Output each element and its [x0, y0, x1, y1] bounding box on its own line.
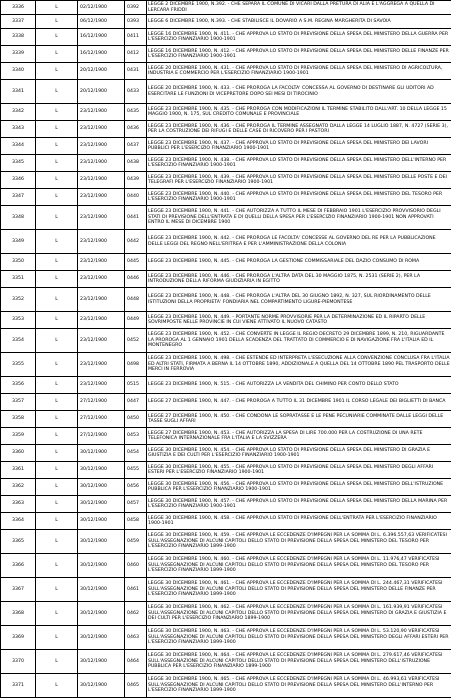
act-description: LEGGE 6 DICEMBRE 1900, N.393. - CHE STABILISCE IL DOVARIO A S.M. REGINA MARGHERITA DI SAVOIA [147, 15, 451, 29]
record-number: 3360 [1, 445, 36, 462]
act-date: 23/12/1900 [78, 155, 125, 172]
act-type: L [36, 46, 78, 63]
act-description: LEGGE 23 DICEMBRE 1900, N. 438. - CHE APPROVA LO STATO DI PREVISIONE DELLA SPESA DEL MINISTERO DELL'INTERNO PER L'ESERCIZIO FINANZIARIO 1900-1901 [147, 155, 451, 172]
act-date: 27/12/1900 [78, 411, 125, 428]
record-number: 3337 [1, 15, 36, 29]
act-date: 23/12/1900 [78, 172, 125, 189]
act-code: 0462 [125, 602, 147, 626]
act-date: 23/12/1900 [78, 329, 125, 353]
act-description: LEGGE 23 DICEMBRE 1900, N. 515. - CHE AUTORIZZA LA VENDITA DEL CHIMINO PER CONTO DELLO STATO [147, 377, 451, 394]
act-code: 0458 [125, 513, 147, 530]
act-date: 30/12/1900 [78, 462, 125, 479]
act-type: L [36, 63, 78, 80]
act-code: 0456 [125, 479, 147, 496]
record-number: 3351 [1, 271, 36, 288]
act-description: LEGGE 30 DICEMBRE 1900, N. 462. - CHE APPROVA LE ECCEDENZE D'IMPEGNI PER LA SOMMA DI L. 161.939,91 VERIFICATESI SULL'ASSEGNAZIONE DI ALCUNI CAPITOLI DELLO STATO DI PREVISIONE DELLA SPESA DEL MINISTERO DI GRAZIA E GIUSTIZIA E DEI CULTI PER L'ESERCIZIO FINANZIARIO 1899-1900 [147, 602, 451, 626]
act-description: LEGGE 30 DICEMBRE 1900, N. 456. - CHE APPROVA LO STATO DI PREVISIONE DELLA SPESA DEL MINISTERO DELL'ISTRUZIONE PUBBLICA PER L'ESERCIZIO FINANZIARIO 1900-1901 [147, 479, 451, 496]
act-date: 23/12/1900 [78, 206, 125, 230]
act-description: LEGGE 16 DICEMBRE 1900, N. 411. - CHE APPROVA LO STATO DI PREVISIONE DELLA SPESA DEL MINISTERO DELLA GUERRA PER L'ESERCIZIO FINANZIARIO 1900-1901 [147, 29, 451, 46]
act-type: L [36, 329, 78, 353]
act-description: LEGGE 27 DICEMBRE 1900, N. 450. - CHE CONDONA LE SOPRATASSE E LE PENE PECUNIARIE COMMINATE DALLE LEGGI DELLE TASSE SUGLI AFFARI [147, 411, 451, 428]
record-number: 3363 [1, 496, 36, 513]
act-code: 0457 [125, 496, 147, 513]
table-row [1, 428, 451, 445]
act-type: L [36, 271, 78, 288]
table-row [1, 312, 451, 329]
act-date: 30/12/1900 [78, 674, 125, 698]
act-date: 16/12/1900 [78, 46, 125, 63]
act-description: LEGGE 30 DICEMBRE 1900, N. 461. - CHE APPROVA LE ECCEDENZE D'IMPEGNI PER LA SOMMA DI L. 244.467,31 VERIFICATESI SULL'ASSEGNAZIONE DI ALCUNI CAPITOLI DELLO STATO DI PREVISIONE DELLA SPESA DEL MINISTERO DELLE FINANZE PER L'ESERCIZIO FINANZIARIO 1899-1900 [147, 578, 451, 602]
record-number: 3347 [1, 189, 36, 206]
act-description: LEGGE 30 DICEMBRE 1900, N. 455. - CHE APPROVA LO STATO DI PREVISIONE DELLA SPESA DEL MINISTERO DEGLI AFFARI ESTERI PER L'ESERCIZIO FINANZIARIO 1900-1901 [147, 462, 451, 479]
table-row [1, 15, 451, 29]
act-code: 0446 [125, 271, 147, 288]
table-row [1, 155, 451, 172]
table-row [1, 104, 451, 121]
table-row [1, 394, 451, 411]
act-type: L [36, 353, 78, 377]
table-row [1, 271, 451, 288]
table-row [1, 578, 451, 602]
act-date: 30/12/1900 [78, 445, 125, 462]
act-date: 06/12/1900 [78, 15, 125, 29]
act-type: L [36, 554, 78, 578]
table-row [1, 650, 451, 674]
act-type: L [36, 602, 78, 626]
act-date: 23/12/1900 [78, 271, 125, 288]
act-date: 16/12/1900 [78, 29, 125, 46]
record-number: 3359 [1, 428, 36, 445]
act-description: LEGGE 30 DICEMBRE 1900, N. 460. - CHE APPROVA LE ECCEDENZE D'IMPEGNI PER LA SOMMA DI L. 11.976,47 VERIFICATESI SULL'ASSEGNAZIONE DI ALCUNI CAPITOLI DELLO STATO DI PREVISIONE DELLA SPESA DEL MINISTERO DEL TESORO PER L'ESERCIZIO FINANZIARIO 1899-1900 [147, 554, 451, 578]
table-row [1, 230, 451, 254]
act-description: LEGGE 23 DICEMBRE 1900, N. 437. - CHE APPROVA LO STATO DI PREVISIONE DELLA SPESA DEL MINISTERO DEI LAVORI PUBBLICI PER L'ESERCIZIO FINANZIARIO 1900-1901 [147, 138, 451, 155]
act-description: LEGGE 30 DICEMBRE 1900, N. 457. - CHE APPROVA LO STATO DI PREVISIONE DELLA SPESA DEL MINISTERO DELLA MARINA PER L'ESERCIZIO FINANZIARIO 1900-1901 [147, 496, 451, 513]
record-number: 3371 [1, 674, 36, 698]
act-code: 0437 [125, 138, 147, 155]
act-type: L [36, 578, 78, 602]
record-number: 3365 [1, 530, 36, 554]
act-date: 23/12/1900 [78, 121, 125, 138]
record-number: 3355 [1, 353, 36, 377]
act-type: L [36, 479, 78, 496]
act-type: L [36, 496, 78, 513]
act-code: 0515 [125, 377, 147, 394]
act-code: 0463 [125, 626, 147, 650]
act-date: 23/12/1900 [78, 254, 125, 271]
act-type: L [36, 138, 78, 155]
record-number: 3344 [1, 138, 36, 155]
act-description: LEGGE 30 DICEMBRE 1900, N. 464. - CHE APPROVA LE ECCEDENZE D'IMPEGNI PER LA SOMMA DI L. 279.617,46 VERIFICATESI SULL'ASSEGNAZIONE DI ALCUNI CAPITOLI DELLO STATO DI PREVISIONE DELLA SPESA DEL MINISTERO DELL'ISTRUZIONE PUBBLICA PER L'ESERCIZIO FINANZIARIO 1899-1900 [147, 650, 451, 674]
act-description: LEGGE 23 DICEMBRE 1900, N. 436. - CHE PROROGA IL TERMINE ASSEGNATO DALLA LEGGE 14 LUGLIO 1887, N. 4727 (SERIE 3), PER LA COSTRUZIONE DEI RIFUGI E DELLE CASE DI RICOVERO PER I PASTORI [147, 121, 451, 138]
act-date: 30/12/1900 [78, 513, 125, 530]
record-number: 3370 [1, 650, 36, 674]
table-row [1, 513, 451, 530]
act-date: 27/12/1900 [78, 394, 125, 411]
act-date: 23/12/1900 [78, 312, 125, 329]
act-description: LEGGE 27 DICEMBRE 1900, N. 447. - CHE PROROGA A TUTTO IL 31 DICEMBRE 1901 IL CORSO LEGALE DEI BIGLIETTI DI BANCA [147, 394, 451, 411]
table-row [1, 602, 451, 626]
table-row [1, 329, 451, 353]
table-row [1, 1, 451, 15]
act-date: 30/12/1900 [78, 554, 125, 578]
act-code: 0461 [125, 578, 147, 602]
act-type: L [36, 1, 78, 15]
act-type: L [36, 80, 78, 104]
act-type: L [36, 626, 78, 650]
table-row [1, 462, 451, 479]
act-description: LEGGE 30 DICEMBRE 1900, N. 459. - CHE APPROVA LE ECCEDENZE D'IMPEGNI PER LA SOMMA DI L. 6.396.557,63 VERIFICATESI SULL'ASSEGNAZIONE DI ALCUNI CAPITOLI DELLO STATO DI PREVISIONE DELLA SPESA DEL MINISTERO DEL TESORO PER L'ESERCIZIO FINANZIARIO 1899-1900 [147, 530, 451, 554]
act-type: L [36, 155, 78, 172]
act-date: 02/12/1900 [78, 1, 125, 15]
act-type: L [36, 394, 78, 411]
act-date: 30/12/1900 [78, 530, 125, 554]
table-row [1, 46, 451, 63]
act-date: 30/12/1900 [78, 650, 125, 674]
act-code: 0498 [125, 353, 147, 377]
act-type: L [36, 189, 78, 206]
act-code: 0442 [125, 230, 147, 254]
act-date: 23/12/1900 [78, 138, 125, 155]
act-type: L [36, 312, 78, 329]
act-code: 0449 [125, 312, 147, 329]
act-type: L [36, 172, 78, 189]
act-description: LEGGE 23 DICEMBRE 1900, N. 439. - CHE APPROVA LO STATO DI PREVISIONE DELLA SPESA DEL MINISTERO DELLE POSTE E DEI TELEGRAFI PER L'ESERCIZIO FINANZIARIO 1900-1901 [147, 172, 451, 189]
act-code: 0436 [125, 121, 147, 138]
act-date: 30/12/1900 [78, 496, 125, 513]
act-description: LEGGE 23 DICEMBRE 1900, N. 449. - PORTANTE NORME PROVVISORIE PER LA DETERMINAZIONE ED IL RIPARTO DELLE SOVRIMPOSTE NELLE PROVINCIE IN CUI VIENE ATTIVATO IL NUOVO CATASTO [147, 312, 451, 329]
table-row [1, 138, 451, 155]
table-row [1, 288, 451, 312]
table-row [1, 254, 451, 271]
record-number: 3342 [1, 104, 36, 121]
act-description: LEGGE 23 DICEMBRE 1900, N. 435. - CHE PROROGA CON MODIFICAZIONI IL TERMINE STABILITO DALL'ART. 10 DELLA LEGGE 15 MAGGIO 1900, N. 175, SUL CREDITO COMUNALE E PROVINCIALE [147, 104, 451, 121]
table-row [1, 189, 451, 206]
record-number: 3341 [1, 80, 36, 104]
act-description: LEGGE 30 DICEMBRE 1900, N. 458. - CHE APPROVA LO STATO DI PREVISIONE DELL'ENTRATA PER L'ESERCIZIO FINANZIARIO 1900-1901 [147, 513, 451, 530]
act-description: LEGGE 23 DICEMBRE 1900, N. 440. - CHE APPROVA LO STATO DI PREVISIONE DELLA SPESA DEL MINISTERO DEL TESORO PER L'ESERCIZIO FINANZIARIO 1900-1901 [147, 189, 451, 206]
record-number: 3353 [1, 312, 36, 329]
laws-register-body [1, 1, 451, 698]
act-description: LEGGE 20 DICEMBRE 1900, N. 431. - CHE APPROVA LO STATO DI PREVISIONE DELLA SPESA DEL MINISTERO DI AGRICOLTURA, INDUSTRIA E COMMERCIO PER L'ESERCIZIO FINANZIARIO 1900-1901 [147, 63, 451, 80]
table-row [1, 530, 451, 554]
act-code: 0452 [125, 329, 147, 353]
act-description: LEGGE 2 DICEMBRE 1900, N.392. - CHE SEPARA IL COMUNE DI VICARI DALLA PRETURA DI ALIA E L'AGGREGA A QUELLA DI LERCARA FRIDDI [147, 1, 451, 15]
record-number: 3348 [1, 206, 36, 230]
act-type: L [36, 288, 78, 312]
record-number: 3350 [1, 254, 36, 271]
act-description: LEGGE 23 DICEMBRE 1900, N. 448. - CHE PROROGA L'ALTRA DEL 30 GIUGNO 1892, N. 327, SUL RIORDINAMENTO DELLE ISTITUZIONI DELLA PROPRIETA' FONDIARIA NEL COMPARTIMENTO LIGURE-PIEMONTESE [147, 288, 451, 312]
act-code: 0453 [125, 428, 147, 445]
act-description: LEGGE 30 DICEMBRE 1900, N. 465. - CHE APPROVA LE ECCEDENZE D'IMPEGNI PER LA SOMMA DI L. 46.993,61 VERIFICATESI SULL'ASSEGNAZIONE DI ALCUNI CAPITOLI DELLO STATO DI PREVISIONE DELLA SPESA DEL MINISTERO DELL'INTERNO PER L'ESERCIZIO FINANZIARIO 1899-1900 [147, 674, 451, 698]
record-number: 3358 [1, 411, 36, 428]
act-code: 0440 [125, 189, 147, 206]
record-number: 3336 [1, 1, 36, 15]
record-number: 3357 [1, 394, 36, 411]
table-row [1, 496, 451, 513]
act-type: L [36, 462, 78, 479]
record-number: 3340 [1, 63, 36, 80]
act-type: L [36, 230, 78, 254]
record-number: 3349 [1, 230, 36, 254]
act-code: 0447 [125, 394, 147, 411]
table-row [1, 172, 451, 189]
act-date: 27/12/1900 [78, 428, 125, 445]
table-row [1, 411, 451, 428]
act-date: 23/12/1900 [78, 377, 125, 394]
act-description: LEGGE 20 DICEMBRE 1900, N. 433. - CHE PROROGA LA FACOLTA' CONCESSA AL GOVERNO DI DESTINARE GLI UDITORI AD ESERCITARE LE FUNZIONI DI VICEPRETORE DOPO SEI MESI DI TIROCINIO [147, 80, 451, 104]
act-type: L [36, 29, 78, 46]
act-code: 0455 [125, 462, 147, 479]
record-number: 3343 [1, 121, 36, 138]
act-type: L [36, 206, 78, 230]
table-row [1, 353, 451, 377]
act-type: L [36, 530, 78, 554]
act-code: 0464 [125, 650, 147, 674]
act-type: L [36, 674, 78, 698]
act-description: LEGGE 30 DICEMBRE 1900, N. 463. - CHE APPROVA LE ECCEDENZE D'IMPEGNI PER LA SOMMA DI L. 53.120,90 VERIFICATESI SULL'ASSEGNAZIONE DI ALCUNI CAPITOLI DELLO STATO DI PREVISIONE DELLA SPESA DEL MINISTERO DEGLI AFFARI ESTERI PER L'ESERCIZIO FINANZIARIO 1899-1900 [147, 626, 451, 650]
act-type: L [36, 428, 78, 445]
act-code: 0448 [125, 288, 147, 312]
table-row [1, 674, 451, 698]
act-description: LEGGE 23 DICEMBRE 1900, N. 441. - CHE AUTORIZZA A TUTTO IL MESE DI FEBBRAIO 1901 L'ESERCIZIO PROVVISORIO DEGLI STATI DI PREVISIONE DELL'ENTRATA E DI QUELLI DELLA SPESA PER L'ESERCIZIO FINANZIARIO 1900-1901 NON APPROVATI ENTRO IL MESE DI DICEMBRE 1900 [147, 206, 451, 230]
record-number: 3339 [1, 46, 36, 63]
act-date: 30/12/1900 [78, 602, 125, 626]
act-date: 30/12/1900 [78, 626, 125, 650]
act-description: LEGGE 27 DICEMBRE 1900, N. 453. - CHE AUTORIZZA LA SPESA DI LIRE 700.000 PER LA COSTRUZIONE DI UNA RETE TELEFONICA INTERNAZIONALE FRA L'ITALIA E LA SVIZZERA [147, 428, 451, 445]
record-number: 3352 [1, 288, 36, 312]
record-number: 3369 [1, 626, 36, 650]
act-description: LEGGE 30 DICEMBRE 1900, N. 454. - CHE APPROVA LO STATO DI PREVISIONE DELLA SPESA DEL MINISTERO DI GRAZIA E GIUSTIZIA E DEI CULTI PER L'ESERCIZIO FINANZIARIO 1900-1901 [147, 445, 451, 462]
record-number: 3345 [1, 155, 36, 172]
act-code: 0445 [125, 254, 147, 271]
table-row [1, 479, 451, 496]
act-date: 20/12/1900 [78, 63, 125, 80]
table-row [1, 29, 451, 46]
table-row [1, 554, 451, 578]
act-description: LEGGE 23 DICEMBRE 1900, N. 445. - CHE PROROGA LA GESTIONE COMMISSARIALE DEL DAZIO CONSUMO DI ROMA [147, 254, 451, 271]
act-date: 20/12/1900 [78, 80, 125, 104]
act-description: LEGGE 23 DICEMBRE 1900, N. 446. - CHE PROROGA L'ALTRA DATA DEL 30 MAGGIO 1875, N. 2531 (SERIE 2), PER LA INTRODUZIONE DELLA RIFORMA GIUDIZIARIA IN EGITTO [147, 271, 451, 288]
act-type: L [36, 650, 78, 674]
table-row [1, 80, 451, 104]
act-type: L [36, 513, 78, 530]
act-code: 0438 [125, 155, 147, 172]
table-row [1, 377, 451, 394]
act-description: LEGGE 23 DICEMBRE 1900, N. 452. - CHE CONVERTE IN LEGGE IL REGIO DECRETO 29 DICEMBRE 1899, N. 210, RIGUARDANTE LA PROROGA AL 1 GENNAIO 1901 DELLA SCADENZA DEL TRATTATO DI COMMERCIO E DI NAVIGAZIONE FRA L'ITALIA ED IL MONTENEGRO [147, 329, 451, 353]
table-row [1, 206, 451, 230]
act-date: 23/12/1900 [78, 353, 125, 377]
act-description: LEGGE 23 DICEMBRE 1900, N. 498. - CHE ESTENDE ED INTERPRETA L'ESECUZIONE ALLA CONVENZIONE CONCLUSA FRA L'ITALIA ED ALTRI STATI, FIRMATA A BERNA IL 14 OTTOBRE 1890, ADDIZIONALE A QUELLA DEL 14 OTTOBRE 1890 PEL TRASPORTO DELLE MERCI IN FERROVIA [147, 353, 451, 377]
act-description: LEGGE 23 DICEMBRE 1900, N. 442. - CHE PROROGA LE FACOLTA' CONCESSE AL GOVERNO DEL RE PER LA PUBBLICAZIONE DELLE LEGGI DEL REGNO NELL'ERITREA E PER L'AMMINISTRAZIONE DELLA COLONIA [147, 230, 451, 254]
act-type: L [36, 15, 78, 29]
act-type: L [36, 445, 78, 462]
act-date: 23/12/1900 [78, 288, 125, 312]
record-number: 3368 [1, 602, 36, 626]
act-date: 23/12/1900 [78, 104, 125, 121]
act-code: 0393 [125, 15, 147, 29]
record-number: 3367 [1, 578, 36, 602]
act-type: L [36, 121, 78, 138]
table-row [1, 63, 451, 80]
record-number: 3346 [1, 172, 36, 189]
act-type: L [36, 254, 78, 271]
record-number: 3366 [1, 554, 36, 578]
act-date: 30/12/1900 [78, 479, 125, 496]
act-code: 0435 [125, 104, 147, 121]
act-type: L [36, 377, 78, 394]
table-row [1, 445, 451, 462]
act-code: 0460 [125, 554, 147, 578]
act-type: L [36, 104, 78, 121]
act-code: 0439 [125, 172, 147, 189]
act-code: 0392 [125, 1, 147, 15]
record-number: 3356 [1, 377, 36, 394]
act-code: 0465 [125, 674, 147, 698]
act-type: L [36, 411, 78, 428]
act-code: 0433 [125, 80, 147, 104]
table-row [1, 121, 451, 138]
act-code: 0459 [125, 530, 147, 554]
act-date: 23/12/1900 [78, 230, 125, 254]
act-code: 0412 [125, 46, 147, 63]
record-number: 3364 [1, 513, 36, 530]
act-code: 0441 [125, 206, 147, 230]
act-description: LEGGE 16 DICEMBRE 1900, N. 412. - CHE APPROVA LO STATO DI PREVISIONE DELLA SPESA DEL MINISTERO DELLE FINANZE PER L'ESERCIZIO FINANZIARIO 1900-1901 [147, 46, 451, 63]
record-number: 3354 [1, 329, 36, 353]
record-number: 3338 [1, 29, 36, 46]
act-code: 0431 [125, 63, 147, 80]
act-date: 30/12/1900 [78, 578, 125, 602]
act-code: 0450 [125, 411, 147, 428]
act-code: 0411 [125, 29, 147, 46]
table-row [1, 626, 451, 650]
act-code: 0454 [125, 445, 147, 462]
record-number: 3361 [1, 462, 36, 479]
act-date: 23/12/1900 [78, 189, 125, 206]
record-number: 3362 [1, 479, 36, 496]
